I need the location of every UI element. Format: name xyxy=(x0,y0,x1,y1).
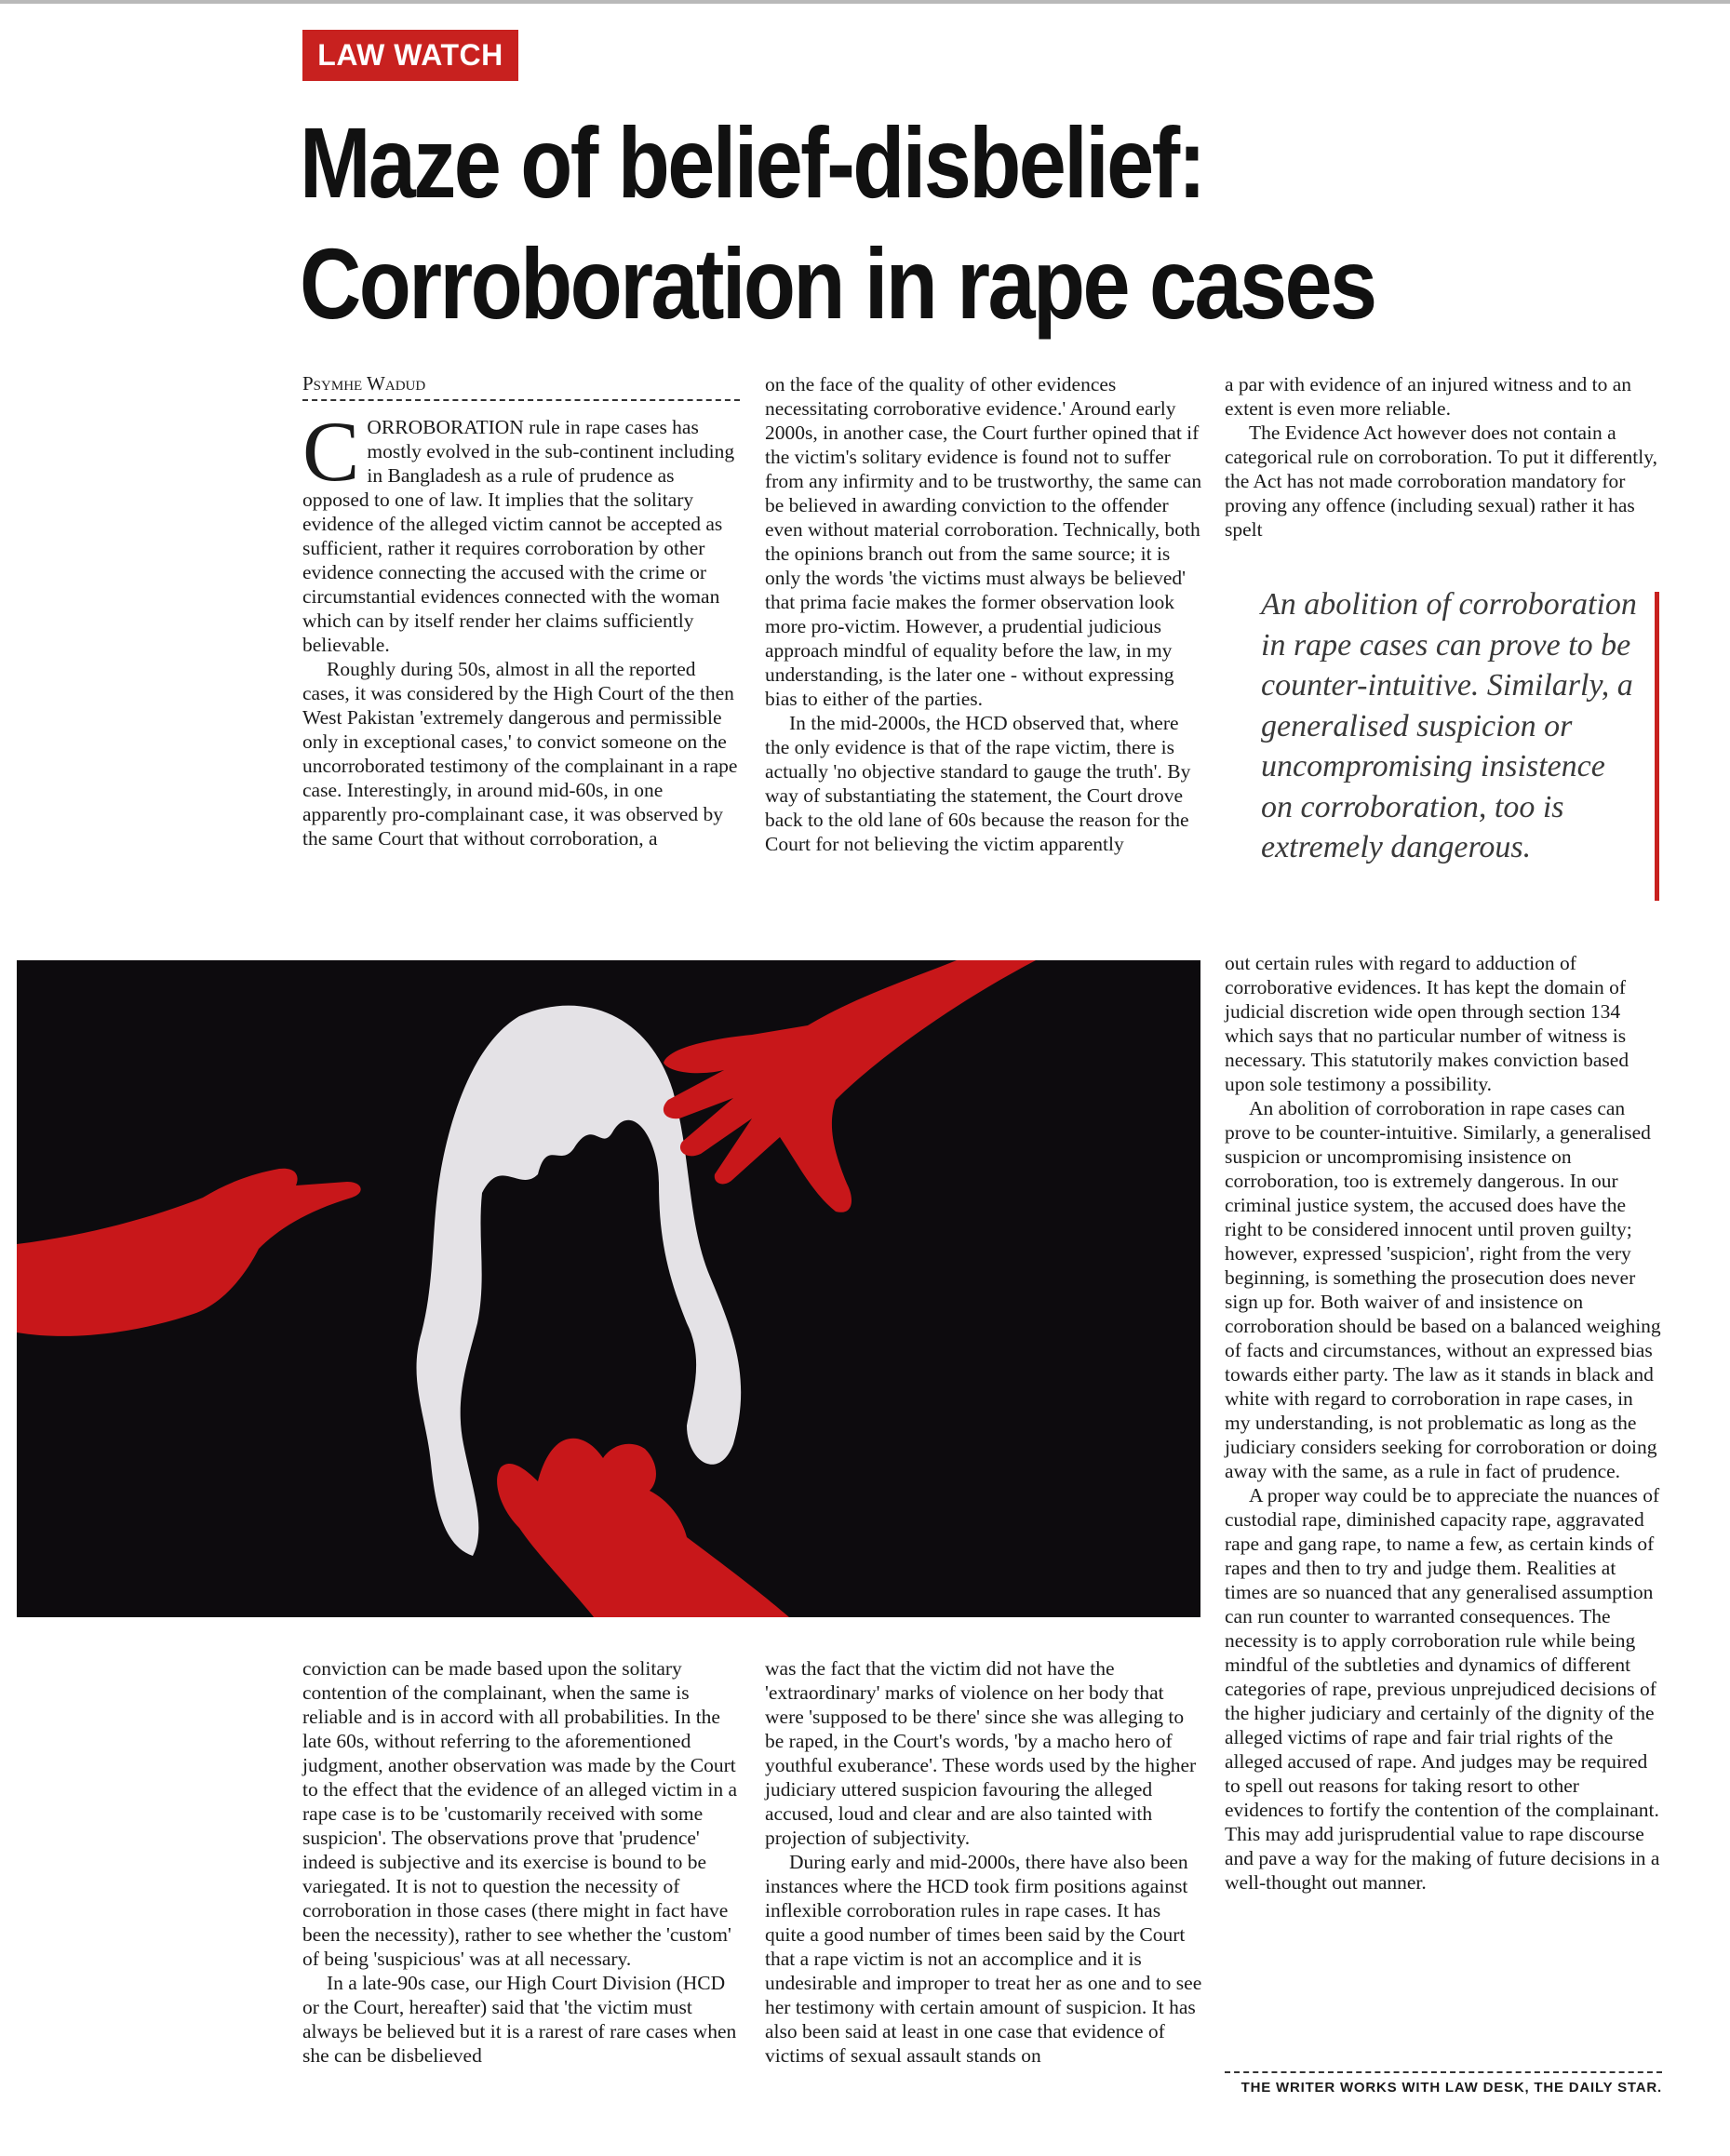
column-2-top xyxy=(765,372,1204,856)
paragraph: on the face of the quality of other evidences necessitating corroborative evidence.' Around early 2000s, in another case, the Court further opined that if the victim's solitary evidence is found not to suffer from any infirmity and to be trustworthy, the same can be believed in awarding conviction to the offender even without material corroboration. Technically, both the opinions branch out from the same source; it is only the words 'the victims must always be believed' that prima facie makes the former observation look more pro-victim. However, a prudential judicious approach mindful of equality before the law, in my understanding, is the later one - without expressing bias to either of the parties. xyxy=(765,373,1202,710)
byline: Psymhe Wadud xyxy=(302,372,740,401)
column-3-top xyxy=(1225,372,1662,542)
column-1-bottom xyxy=(302,1656,740,2068)
pull-quote: An abolition of corroboration in rape cases can prove to be counter-intuitive. Similarly, a generalised suspicion or uncompromising insistence on corroboration, too is extremely dangerous. xyxy=(1261,587,1637,864)
paragraph: out certain rules with regard to adduction of corroborative evidences. It has kept the domain of judicial discretion wide open through section 134 which says that no particular number of witness is necessary. This statutorily makes conviction based upon sole testimony a possibility. xyxy=(1225,952,1629,1095)
headline: Maze of belief-disbelief: Corroboration in rape cases xyxy=(300,106,1375,340)
column-2-bottom xyxy=(765,1656,1204,2068)
column-1-top xyxy=(302,404,740,850)
paragraph: A proper way could be to appreciate the nuances of custodial rape, diminished capacity rape, aggravated rape and gang rape, to name a few, as certain kinds of rapes and then to try and judge them. Realities at times are so nuanced that any generalised assumption can run counter to warranted consequences. The necessity is to apply corroboration rule while being mindful of the subtleties and dynamics of different categories of rape, previous unprejudiced decisions of the higher judiciary and certainly of the dignity of the alleged victims of rape and fair trial rights of the alleged accused of rape. And judges may be required to spell out reasons for taking resort to other evidences to fortify the contention of the complainant. This may add jurisprudential value to rape discourse and pave a way for the making of future decisions in a well-thought out manner. xyxy=(1225,1484,1660,1894)
paragraph: The Evidence Act however does not contain a categorical rule on corroboration. To put it differently, the Act has not made corroboration mandatory for proving any offence (including sexual) rather it has spelt xyxy=(1225,422,1657,541)
pull-quote-bar xyxy=(1655,592,1659,901)
column-3-bottom xyxy=(1225,951,1662,1895)
illustration-hands-hair xyxy=(17,960,1200,1617)
top-rule xyxy=(0,0,1730,4)
paragraph: During early and mid-2000s, there have also been instances where the HCD took firm positions against inflexible corroboration rules in rape cases. It has quite a good number of times been said by the Court that a rape victim is not an accomplice and it is undesirable and improper to treat her as one and to see her testimony with certain amount of suspicion. It has also been said at least in one case that evidence of victims of sexual assault stands on xyxy=(765,1851,1202,2067)
paragraph: conviction can be made based upon the solitary contention of the complainant, when the same is reliable and is in accord with all probabilities. In the late 60s, without referring to the aforementioned judgment, another observation was made by the Court to the effect that the evidence of an alleged victim in a rape case is to be 'customarily received with some suspicion'. The observations prove that 'prudence' indeed is subjective and its exercise is bound to be variegated. It is not to question the necessity of corroboration in those cases (there might in fact have been the necessity), rather to see whether the 'custom' of being 'suspicious' was at all necessary. xyxy=(302,1657,738,1970)
paragraph: was the fact that the victim did not have the 'extraordinary' marks of violence on her body that were 'supposed to be there' since she was alleging to be raped, in the Court's words, 'by a macho hero of youthful exuberance'. These words used by the higher judiciary uttered suspicion favouring the alleged accused, loud and clear and are also tainted with projection of subjectivity. xyxy=(765,1657,1197,1849)
paragraph: An abolition of corroboration in rape cases can prove to be counter-intuitive. Similarly, a generalised suspicion or uncompromising insistence on corroboration, too is extremely dangerous. In our criminal justice system, the accused does have the right to be considered innocent until proven guilty; however, expressed 'suspicion', right from the very beginning, is something the prosecution does never sign up for. Both waiver of and insistence on corroboration should be based on a balanced weighing of facts and circumstances, without an expressed bias towards either party. The law as it stands in black and white with regard to corroboration in rape cases, in my understanding, is not problematic as long as the judiciary considers seeking for corroboration or doing away with the same, as a rule in fact of prudence. xyxy=(1225,1097,1661,1482)
paragraph: In a late-90s case, our High Court Division (HCD or the Court, hereafter) said that 'the victim must always be believed but it is a rarest of rare cases when she can be disbelieved xyxy=(302,1972,737,2067)
paragraph: Roughly during 50s, almost in all the reported cases, it was considered by the High Court of the then West Pakistan 'extremely dangerous and permissible only in exceptional cases,' to convict someone on the uncorroborated testimony of the complainant in a rape case. Interestingly, in around mid-60s, in one apparently pro-complainant case, it was observed by the same Court that without corroboration, a xyxy=(302,658,738,850)
paragraph: In the mid-2000s, the HCD observed that, where the only evidence is that of the rape victim, there is actually 'no objective standard to gauge the truth'. By way of substantiating the statement, the Court drove back to the old lane of 60s because the reason for the Court for not believing the victim apparently xyxy=(765,712,1191,855)
paragraph: CORROBORATION rule in rape cases has mostly evolved in the sub-continent including in Bangladesh as a rule of prudence as opposed to one of law. It implies that the solitary evidence of the alleged victim cannot be accepted as sufficient, rather it requires corroboration by other evidence connecting the accused with the crime or circumstantial evidences connected with the woman which can by itself render her claims sufficiently believable. xyxy=(302,404,735,656)
paragraph: a par with evidence of an injured witness and to an extent is even more reliable. xyxy=(1225,373,1632,420)
author-credit: THE WRITER WORKS WITH LAW DESK, THE DAILY STAR. xyxy=(1225,2071,1662,2096)
illustration xyxy=(17,960,1200,1617)
section-tag: LAW WATCH xyxy=(302,30,518,81)
